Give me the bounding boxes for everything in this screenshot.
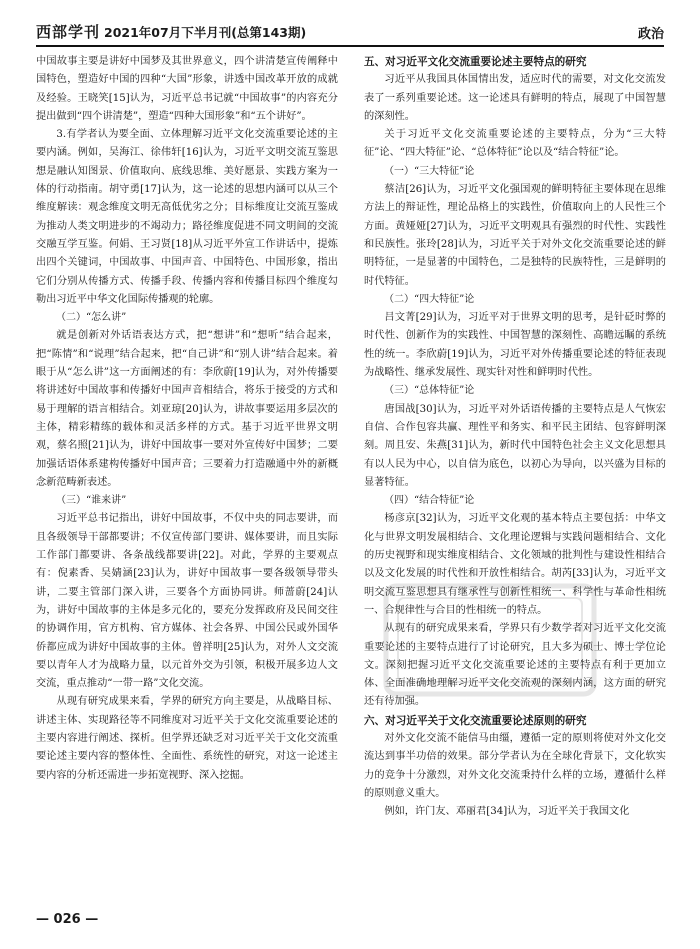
paragraph: 习近平总书记指出，讲好中国故事，不仅中央的同志要讲，而且各级领导干部都要讲；不仅宣传部门要讲、媒体要讲，而且实际工作部门都要讲、各条战线都要讲[22]。对此，学界的主要观点有：倪素香、吴婧涵[23]认为，讲好中国故事一要各级领导带头讲，二要主管部门深入讲，三要各个方面协同讲。师蔷蔚[24]认为，讲好中国故事的主体是多元化的，要充分发挥政府及民间交往的协调作用，官方机构、官方媒体、社会各界、中国公民或外国华侨都应成为讲好中国故事的主体。曾祥明[25]认为，对外人文交流要以青年人才为战略力量，以元首外交为引领，积极开展多边人文交流，重点推动“一带一路”文化交流。 xyxy=(36,513,338,690)
paragraph: 中国故事主要是讲好中国梦及其世界意义，四个讲清楚宣传阐释中国特色，塑造好中国的四种“大国”形象，讲透中国改革开放的成就及经验。王晓笑[15]认为，习近平总书记就“中国故事”的内容充分提出做到“四个讲清楚”，塑造“四种大国形象”和“五个讲好”。 xyxy=(36,56,338,122)
page-header xyxy=(36,18,664,42)
paragraph: 从现有的研究成果来看，学界只有少数学者对习近平文化交流重要论述的主要特点进行了讨论研究，且大多为硕士、博士学位论文。深刻把握习近平文化交流重要论述的主要特点有利于更加立体、全面准确地理解习近平文化交流观的深刻内涵，这方面的研究还有待加强。 xyxy=(364,623,666,708)
header-rule xyxy=(36,45,664,47)
paragraph: 3.有学者认为要全面、立体理解习近平文化交流重要论述的主要内涵。例如，吴海江、徐伟轩[16]认为，习近平文明交流互鉴思想是融认知图景、价值取向、底线思维、美好愿景、实践方案为一体的行动指南。胡守勇[17]认为，这一论述的思想内涵可以从三个维度解读：观念维度文明无高低优劣之分；目标维度让交流互鉴成为推动人类文明进步的不竭动力；路径维度促进不同文明间的交流交融互学互鉴。何娟、王习贤[18]从习近平外宣工作讲话中，提炼出四个关键词，中国故事、中国声音、中国特色、中国形象，指出它们分别从传播方式、传播手段、传播内容和传播目标四个维度勾勒出习近平中华文化国际传播观的轮廓。 xyxy=(36,129,338,305)
paragraph: 唐国战[30]认为，习近平对外话语传播的主要特点是人气恢宏自信、合作包容共赢、理性平和务实、和平民主团结、包容鲜明深刻。周且安、朱燕[31]认为，新时代中国特色社会主义文化思想具有以人民为中心，以自信为底色，以初心为导向，以兴盛为目标的显著特征。 xyxy=(364,403,666,488)
subsection-heading: （二）“怎么讲” xyxy=(56,312,127,324)
issue-info: 2021年07月下半月刊(总第143期) xyxy=(104,25,307,40)
paragraph: 对外文化交流不能信马由缰，遵循一定的原则将使对外文化交流达到事半功倍的效果。部分学者认为在全球化背景下，文化软实力的竞争十分激烈，对外文化交流秉持什么样的立场，遵循什么样的原则意义重大。 xyxy=(364,732,666,799)
paragraph: 从现有研究成果来看，学界的研究方向主要是，从战略目标、讲述主体、实现路径等不同维度对习近平关于文化交流重要论述的主要内容进行阐述、探析。但学界还缺乏对习近平关于文化交流重要论述主要内容的整体性、全面性、系统性的研究，对这一论述主要内容的分析还需进一步拓宽视野、深入挖掘。 xyxy=(36,696,338,781)
left-column xyxy=(36,53,338,900)
subsection-heading: （三）“总体特征”论 xyxy=(384,385,475,397)
paragraph: 蔡洁[26]认为，习近平文化强国观的鲜明特征主要体现在思维方法上的辩证性，理论品格上的实践性，价值取向上的人民性三个方面。黄娅娅[27]认为，习近平文明观具有强烈的时代性、实践性和民族性。张玲[28]认为，习近平关于对外文化交流重要论述的鲜明特征，一是显著的中国特色，二是独特的民族特性，三是鲜明的时代特征。 xyxy=(364,184,666,287)
paragraph: 习近平从我国具体国情出发，适应时代的需要，对文化交流发表了一系列重要论述。这一论述具有鲜明的特点，展现了中国智慧的深刻性。 xyxy=(364,74,666,122)
header-left xyxy=(36,21,306,42)
subsection-heading: （一）“三大特征”论 xyxy=(384,165,475,177)
section-heading: 五、对习近平文化交流重要论述主要特点的研究 xyxy=(364,56,587,68)
paragraph: 杨彦京[32]认为，习近平文化观的基本特点主要包括：中华文化与世界文明发展相结合、文化理论逻辑与实践问题相结合、文化的历史视野和现实维度相结合、文化领域的批判性与建设性相结合以及文化发展的时代性和开放性相结合。胡芮[33]认为，习近平文明交流互鉴思想具有继承性与创新性相统一、科学性与革命性相统一、合规律性与合目的性相统一的特点。 xyxy=(364,513,666,616)
paragraph: 关于习近平文化交流重要论述的主要特点，分为“三大特征”论、“四大特征”论、“总体特征”论以及“结合特征”论。 xyxy=(364,129,666,159)
paragraph: 就是创新对外话语表达方式，把“想讲”和“想听”结合起来，把“陈情”和“说理”结合起来，把“自己讲”和“别人讲”结合起来。着眼于从“怎么讲”这一方面阐述的有：李欣蔚[19]认为，对外传播要将讲述好中国故事和传播好中国声音相结合，将乐于接受的方式和易于理解的语言相结合。刘亚琼[20]认为，讲故事要运用多层次的主体，精彩精练的载体和灵活多样的方式。基于习近平世界文明观，蔡名照[21]认为，讲好中国故事一要对外宣传好中国梦；二要加强话语体系建构传播好中国声音；三要着力打造融通中外的新概念新范畴新表述。 xyxy=(36,330,338,488)
journal-title: 西部学刊 xyxy=(36,23,101,41)
paragraph: 吕文菁[29]认为，习近平对于世界文明的思考，是针砭时弊的时代性、创新作为的实践性、中国智慧的深刻性、高瞻远瞩的系统性的统一。李欣蔚[19]认为，习近平对外传播重要论述的特征表现为战略性、继承发展性、现实针对性和鲜明时代性。 xyxy=(364,312,666,379)
subsection-heading: （二）“四大特征”论 xyxy=(384,293,475,305)
subsection-heading: （四）“结合特征”论 xyxy=(384,495,475,507)
subsection-heading: （三）“谁来讲” xyxy=(56,495,127,507)
section-name: 政治 xyxy=(637,27,664,42)
section-heading: 六、对习近平关于文化交流重要论述原则的研究 xyxy=(364,714,587,727)
paragraph: 例如，许门友、邓丽君[34]认为，习近平关于我国文化 xyxy=(384,806,630,818)
page-number: — 026 — xyxy=(36,912,99,927)
right-column xyxy=(364,53,666,900)
